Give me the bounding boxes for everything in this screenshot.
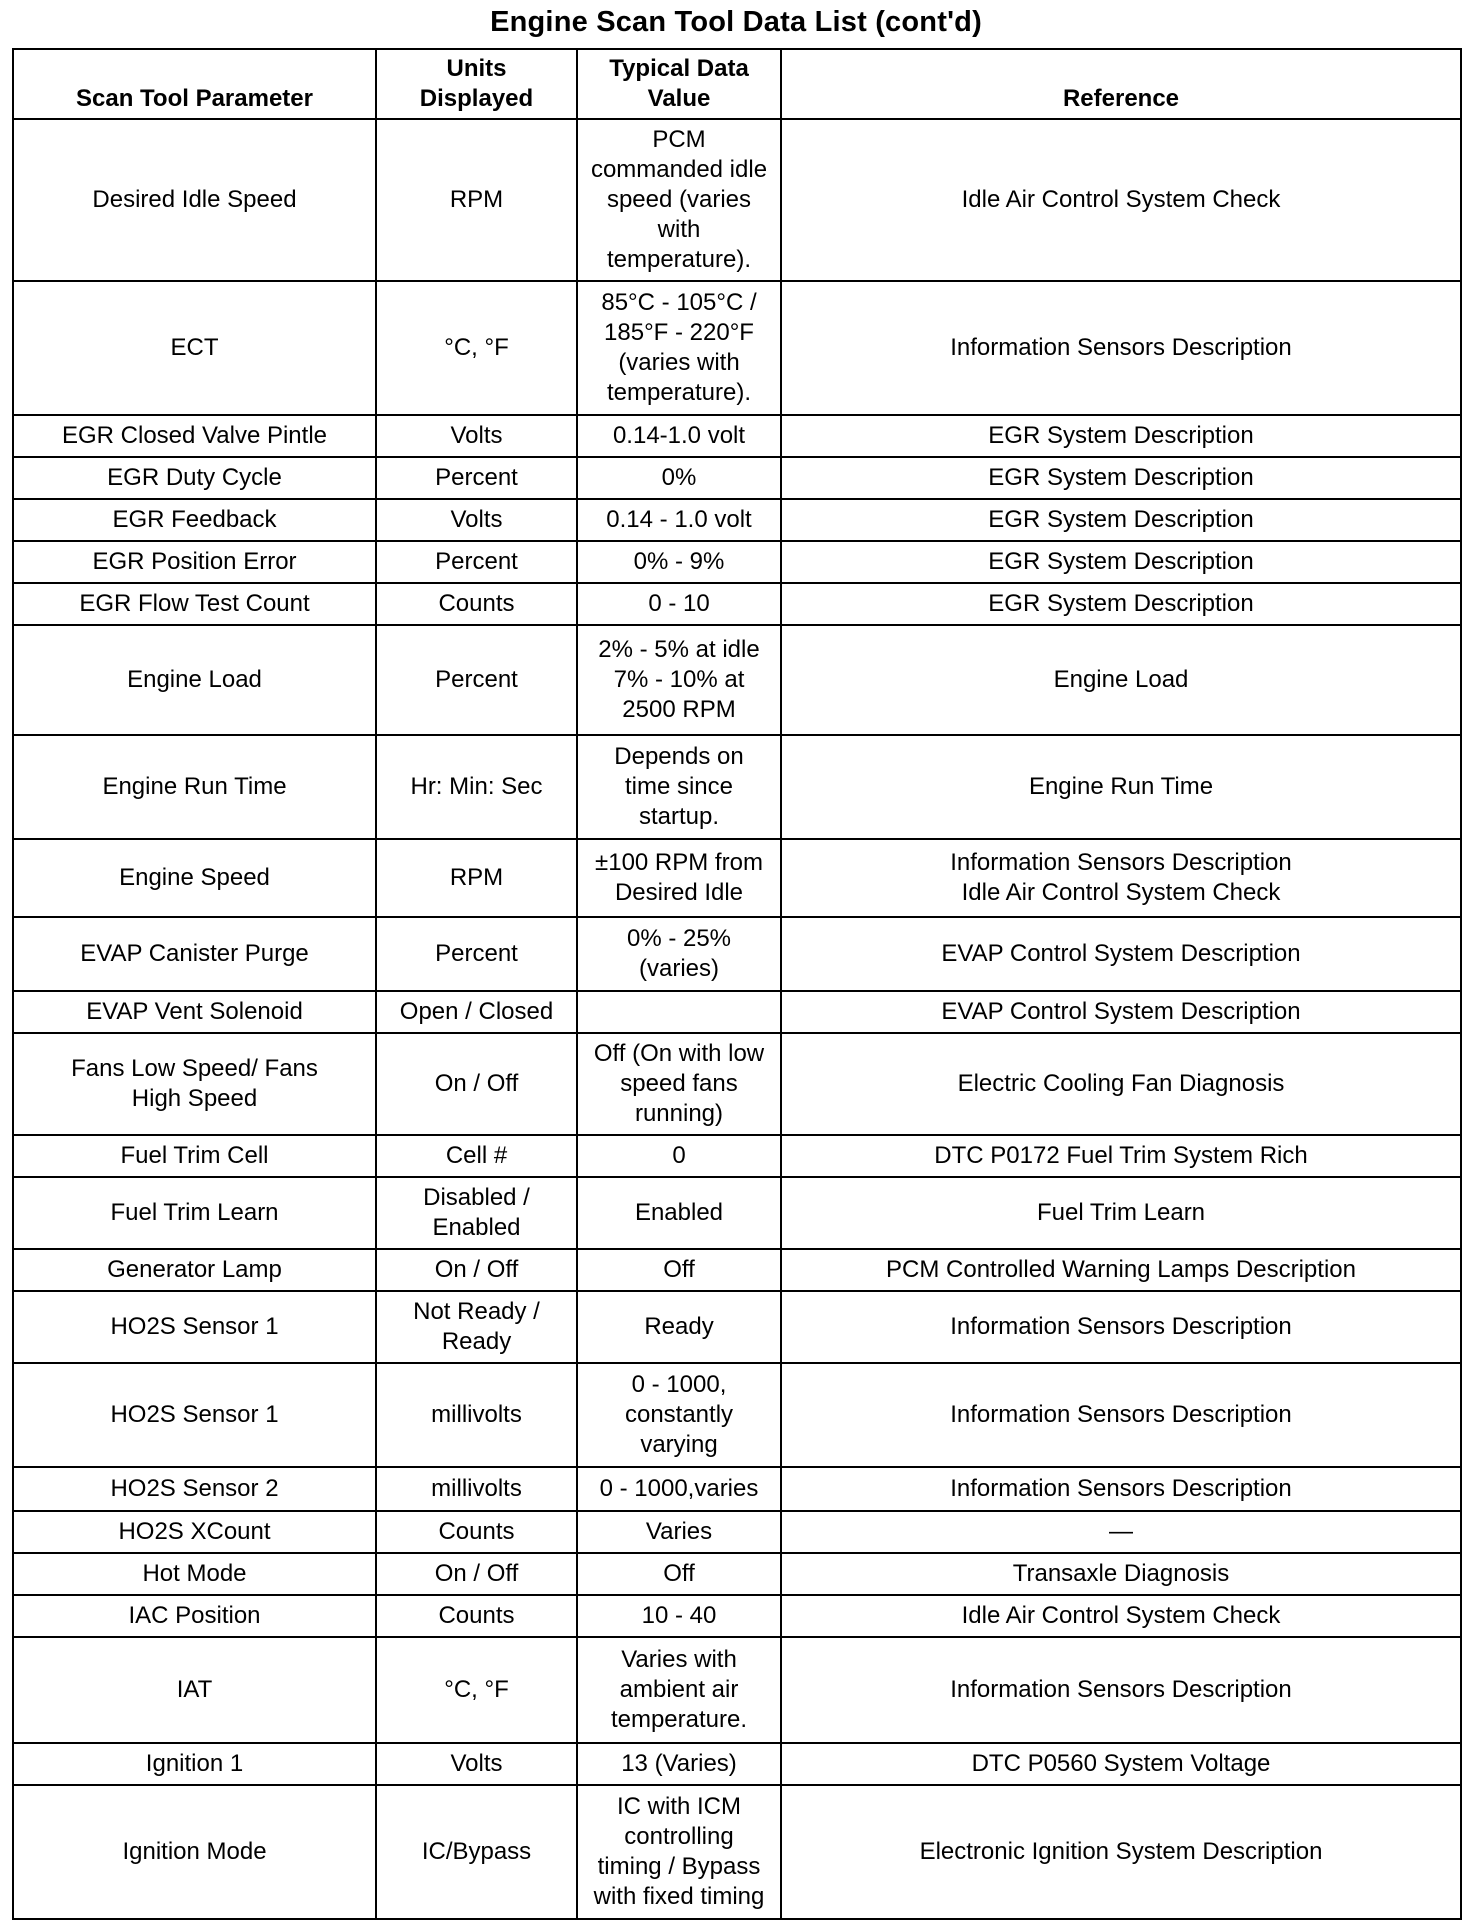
units-cell: On / Off bbox=[376, 1553, 577, 1595]
table-row bbox=[13, 1363, 1461, 1467]
reference-cell: Information Sensors Description Idle Air Control System Check bbox=[781, 839, 1461, 917]
units-cell: Counts bbox=[376, 1595, 577, 1637]
table-row bbox=[13, 1135, 1461, 1177]
parameter-cell: Engine Load bbox=[13, 625, 376, 735]
units-cell: Not Ready / Ready bbox=[376, 1291, 577, 1363]
units-cell: RPM bbox=[376, 119, 577, 281]
typical-value-cell: Depends on time since startup. bbox=[577, 735, 781, 839]
reference-cell: Information Sensors Description bbox=[781, 1637, 1461, 1743]
table-row bbox=[13, 1249, 1461, 1291]
table-row bbox=[13, 457, 1461, 499]
units-cell: millivolts bbox=[376, 1467, 577, 1511]
parameter-cell: HO2S Sensor 2 bbox=[13, 1467, 376, 1511]
header-typical-value: Typical Data Value bbox=[577, 49, 781, 119]
reference-cell: EVAP Control System Description bbox=[781, 917, 1461, 991]
table-row bbox=[13, 541, 1461, 583]
units-cell: Volts bbox=[376, 499, 577, 541]
typical-value-cell: 0.14-1.0 volt bbox=[577, 415, 781, 457]
header-parameter: Scan Tool Parameter bbox=[13, 49, 376, 119]
typical-value-cell: Ready bbox=[577, 1291, 781, 1363]
table-row bbox=[13, 917, 1461, 991]
units-cell: Percent bbox=[376, 917, 577, 991]
typical-value-cell: Enabled bbox=[577, 1177, 781, 1249]
table-row bbox=[13, 991, 1461, 1033]
typical-value-cell: Varies with ambient air temperature. bbox=[577, 1637, 781, 1743]
table-row bbox=[13, 1511, 1461, 1553]
page-title: Engine Scan Tool Data List (cont'd) bbox=[490, 6, 982, 38]
table-row bbox=[13, 625, 1461, 735]
typical-value-cell: Off (On with low speed fans running) bbox=[577, 1033, 781, 1135]
reference-cell: Idle Air Control System Check bbox=[781, 1595, 1461, 1637]
parameter-cell: EGR Duty Cycle bbox=[13, 457, 376, 499]
table-row bbox=[13, 1291, 1461, 1363]
reference-cell: EGR System Description bbox=[781, 415, 1461, 457]
parameter-cell: EVAP Canister Purge bbox=[13, 917, 376, 991]
typical-value-cell: PCM commanded idle speed (varies with temperature). bbox=[577, 119, 781, 281]
typical-value-cell: Varies bbox=[577, 1511, 781, 1553]
units-cell: Percent bbox=[376, 457, 577, 499]
table-row bbox=[13, 583, 1461, 625]
typical-value-cell bbox=[577, 991, 781, 1033]
units-cell: Disabled / Enabled bbox=[376, 1177, 577, 1249]
reference-cell: Information Sensors Description bbox=[781, 1291, 1461, 1363]
table-row bbox=[13, 1177, 1461, 1249]
typical-value-cell: 0 - 1000, constantly varying bbox=[577, 1363, 781, 1467]
units-cell: Hr: Min: Sec bbox=[376, 735, 577, 839]
typical-value-cell: 0% - 9% bbox=[577, 541, 781, 583]
parameter-cell: EGR Flow Test Count bbox=[13, 583, 376, 625]
reference-cell: Engine Run Time bbox=[781, 735, 1461, 839]
parameter-cell: HO2S XCount bbox=[13, 1511, 376, 1553]
parameter-cell: Desired Idle Speed bbox=[13, 119, 376, 281]
reference-cell: DTC P0560 System Voltage bbox=[781, 1743, 1461, 1785]
table-row bbox=[13, 839, 1461, 917]
reference-cell: Fuel Trim Learn bbox=[781, 1177, 1461, 1249]
table-row bbox=[13, 1743, 1461, 1785]
typical-value-cell: 2% - 5% at idle 7% - 10% at 2500 RPM bbox=[577, 625, 781, 735]
table-row bbox=[13, 499, 1461, 541]
reference-cell: PCM Controlled Warning Lamps Description bbox=[781, 1249, 1461, 1291]
reference-cell: EGR System Description bbox=[781, 583, 1461, 625]
header-units: Units Displayed bbox=[376, 49, 577, 119]
units-cell: Percent bbox=[376, 541, 577, 583]
units-cell: On / Off bbox=[376, 1033, 577, 1135]
parameter-cell: Engine Run Time bbox=[13, 735, 376, 839]
reference-cell: EGR System Description bbox=[781, 541, 1461, 583]
parameter-cell: EGR Position Error bbox=[13, 541, 376, 583]
table-row bbox=[13, 1033, 1461, 1135]
parameter-cell: HO2S Sensor 1 bbox=[13, 1291, 376, 1363]
units-cell: Volts bbox=[376, 415, 577, 457]
table-row bbox=[13, 1553, 1461, 1595]
reference-cell: Transaxle Diagnosis bbox=[781, 1553, 1461, 1595]
typical-value-cell: 0 - 1000,varies bbox=[577, 1467, 781, 1511]
table-row bbox=[13, 1595, 1461, 1637]
scan-tool-data-table bbox=[12, 48, 1462, 1920]
reference-cell: Information Sensors Description bbox=[781, 1467, 1461, 1511]
reference-cell: Electric Cooling Fan Diagnosis bbox=[781, 1033, 1461, 1135]
reference-cell: Information Sensors Description bbox=[781, 281, 1461, 415]
typical-value-cell: 0% - 25% (varies) bbox=[577, 917, 781, 991]
units-cell: °C, °F bbox=[376, 1637, 577, 1743]
units-cell: millivolts bbox=[376, 1363, 577, 1467]
units-cell: Counts bbox=[376, 583, 577, 625]
reference-cell: DTC P0172 Fuel Trim System Rich bbox=[781, 1135, 1461, 1177]
units-cell: On / Off bbox=[376, 1249, 577, 1291]
header-reference: Reference bbox=[781, 49, 1461, 119]
reference-cell: Idle Air Control System Check bbox=[781, 119, 1461, 281]
parameter-cell: Fans Low Speed/ Fans High Speed bbox=[13, 1033, 376, 1135]
units-cell: RPM bbox=[376, 839, 577, 917]
parameter-cell: EVAP Vent Solenoid bbox=[13, 991, 376, 1033]
typical-value-cell: 85°C - 105°C / 185°F - 220°F (varies with temperature). bbox=[577, 281, 781, 415]
typical-value-cell: 0 - 10 bbox=[577, 583, 781, 625]
typical-value-cell: 13 (Varies) bbox=[577, 1743, 781, 1785]
typical-value-cell: 0.14 - 1.0 volt bbox=[577, 499, 781, 541]
table-row bbox=[13, 1637, 1461, 1743]
typical-value-cell: ±100 RPM from Desired Idle bbox=[577, 839, 781, 917]
table-row bbox=[13, 1467, 1461, 1511]
units-cell: Volts bbox=[376, 1743, 577, 1785]
typical-value-cell: Off bbox=[577, 1249, 781, 1291]
units-cell: IC/Bypass bbox=[376, 1785, 577, 1919]
typical-value-cell: 0 bbox=[577, 1135, 781, 1177]
parameter-cell: EGR Feedback bbox=[13, 499, 376, 541]
table-row bbox=[13, 415, 1461, 457]
units-cell: Cell # bbox=[376, 1135, 577, 1177]
table-row bbox=[13, 119, 1461, 281]
units-cell: Counts bbox=[376, 1511, 577, 1553]
header-row bbox=[13, 49, 1461, 119]
table-row bbox=[13, 281, 1461, 415]
units-cell: Percent bbox=[376, 625, 577, 735]
typical-value-cell: Off bbox=[577, 1553, 781, 1595]
reference-cell: — bbox=[781, 1511, 1461, 1553]
table-row bbox=[13, 735, 1461, 839]
parameter-cell: EGR Closed Valve Pintle bbox=[13, 415, 376, 457]
typical-value-cell: 0% bbox=[577, 457, 781, 499]
parameter-cell: ECT bbox=[13, 281, 376, 415]
reference-cell: Electronic Ignition System Description bbox=[781, 1785, 1461, 1919]
typical-value-cell: 10 - 40 bbox=[577, 1595, 781, 1637]
reference-cell: EGR System Description bbox=[781, 499, 1461, 541]
units-cell: Open / Closed bbox=[376, 991, 577, 1033]
typical-value-cell: IC with ICM controlling timing / Bypass with fixed timing bbox=[577, 1785, 781, 1919]
reference-cell: EVAP Control System Description bbox=[781, 991, 1461, 1033]
parameter-cell: IAT bbox=[13, 1637, 376, 1743]
reference-cell: EGR System Description bbox=[781, 457, 1461, 499]
table-row bbox=[13, 1785, 1461, 1919]
parameter-cell: Fuel Trim Cell bbox=[13, 1135, 376, 1177]
parameter-cell: Ignition Mode bbox=[13, 1785, 376, 1919]
parameter-cell: Generator Lamp bbox=[13, 1249, 376, 1291]
parameter-cell: IAC Position bbox=[13, 1595, 376, 1637]
units-cell: °C, °F bbox=[376, 281, 577, 415]
parameter-cell: Fuel Trim Learn bbox=[13, 1177, 376, 1249]
reference-cell: Engine Load bbox=[781, 625, 1461, 735]
parameter-cell: HO2S Sensor 1 bbox=[13, 1363, 376, 1467]
parameter-cell: Hot Mode bbox=[13, 1553, 376, 1595]
parameter-cell: Ignition 1 bbox=[13, 1743, 376, 1785]
reference-cell: Information Sensors Description bbox=[781, 1363, 1461, 1467]
parameter-cell: Engine Speed bbox=[13, 839, 376, 917]
